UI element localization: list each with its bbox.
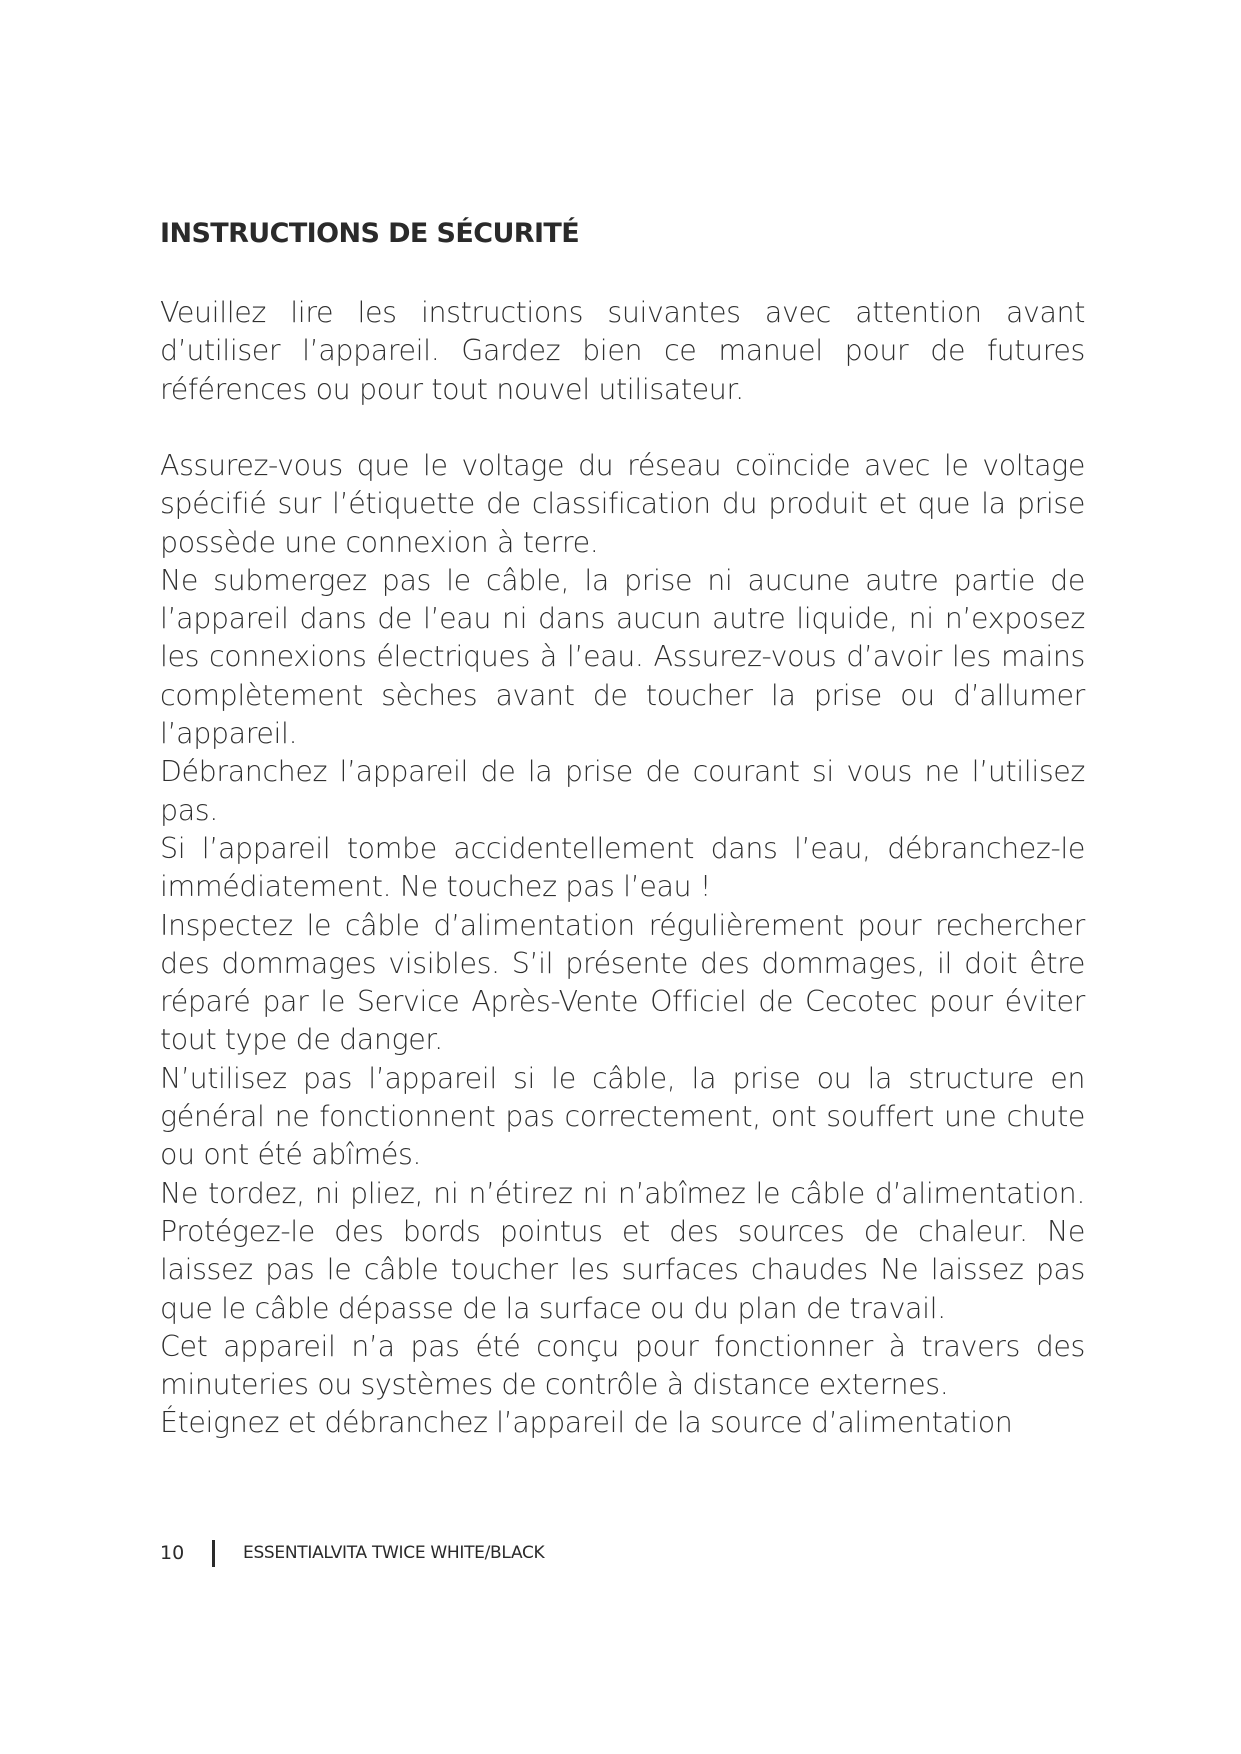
safety-paragraph-drop-in-water: Si l’appareil tombe accidentellement dans l’eau, débranchez-le immédiatement. Ne touchez pas l’eau ! xyxy=(160,831,1085,904)
safety-paragraph-cable-care: Ne tordez, ni pliez, ni n’étirez ni n’abîmez le câble d’alimentation. Protégez-le des bords pointus et des sources de chaleur. Ne laissez pas le câble toucher les surfaces chaudes Ne laissez pas que le câble dépasse de la surface ou du plan de travail. xyxy=(160,1176,1085,1325)
page-number: 10 xyxy=(160,1542,185,1564)
safety-paragraph-inspect-cable: Inspectez le câble d’alimentation régulièrement pour rechercher des dommages visibles. S’il présente des dommages, il doit être réparé par le Service Après-Vente Officiel de Cecotec pour éviter tout type de danger. xyxy=(160,908,1085,1057)
safety-paragraph-timers: Cet appareil n’a pas été conçu pour fonctionner à travers des minuteries ou systèmes de contrôle à distance externes. xyxy=(160,1329,1085,1402)
page-footer xyxy=(160,1538,544,1568)
safety-paragraph-unplug: Débranchez l’appareil de la prise de courant si vous ne l’utilisez pas. xyxy=(160,755,1085,827)
safety-paragraph-damaged-device: N’utilisez pas l’appareil si le câble, la prise ou la structure en général ne fonctionnent pas correctement, ont souffert une chute ou ont été abîmés. xyxy=(160,1061,1085,1172)
safety-paragraph-switch-off: Éteignez et débranchez l’appareil de la source d’alimentation xyxy=(160,1406,1013,1440)
product-name: ESSENTIALVITA TWICE WHITE/BLACK xyxy=(243,1543,545,1563)
safety-paragraph-voltage: Assurez-vous que le voltage du réseau coïncide avec le voltage spécifié sur l’étiquette de classification du produit et que la prise possède une connexion à terre. xyxy=(160,449,1085,559)
safety-rules xyxy=(160,447,1085,1443)
section-heading: INSTRUCTIONS DE SÉCURITÉ xyxy=(160,218,580,249)
safety-paragraph-water: Ne submergez pas le câble, la prise ni aucune autre partie de l’appareil dans de l’eau ni dans aucun autre liquide, ni n’exposez les connexions électriques à l’eau. Assurez-vous d’avoir les mains complètement sèches avant de toucher la prise ou d’allumer l’appareil. xyxy=(160,563,1085,751)
footer-divider xyxy=(212,1540,215,1567)
intro-paragraph: Veuillez lire les instructions suivantes avec attention avant d’utiliser l’appareil. Gardez bien ce manuel pour de futures références ou pour tout nouvel utilisateur. xyxy=(160,296,1085,406)
intro-block xyxy=(160,294,1085,409)
